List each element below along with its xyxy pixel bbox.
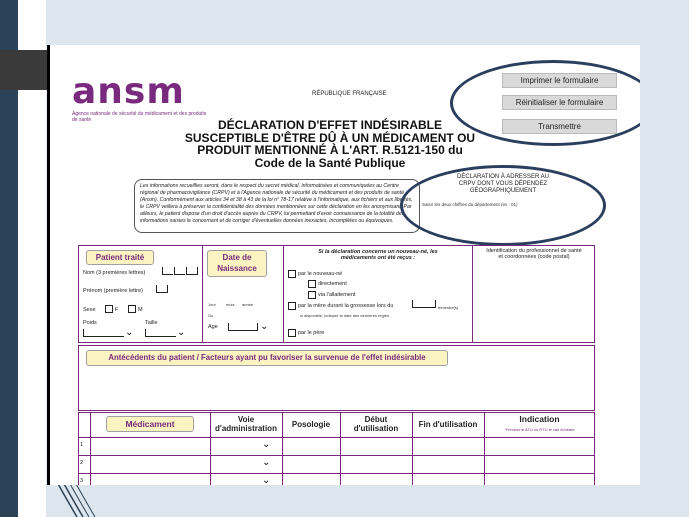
column-divider	[202, 245, 203, 343]
nom-input-3[interactable]	[186, 267, 198, 275]
prenom-label: Prénom (première lettre)	[83, 288, 143, 294]
allaitement-checkbox[interactable]	[308, 291, 316, 299]
sexe-m-label: M	[138, 307, 143, 313]
print-form-button[interactable]: Imprimer le formulaire	[502, 73, 617, 88]
professionnel-heading-line: et coordonnées (code postal)	[498, 254, 570, 260]
chevron-down-icon[interactable]: ⌄	[260, 321, 269, 332]
indication-header: Indication	[519, 414, 560, 424]
posologie-header: Posologie	[291, 420, 331, 429]
slide-accent-tab	[0, 50, 50, 90]
mois-label: mois	[226, 302, 235, 307]
par-nouveau-ne-label: par le nouveau-né	[298, 271, 343, 277]
nom-input-2[interactable]	[174, 267, 185, 275]
voie-header-line: d'administration	[215, 424, 277, 433]
logo-wordmark: ansm	[72, 71, 185, 112]
nouveau-ne-heading-line: Si la déclaration concerne un nouveau-né, les	[318, 249, 438, 255]
age-input[interactable]	[228, 323, 258, 331]
reset-form-button[interactable]: Réinitialiser le formulaire	[502, 95, 617, 110]
title-line: Code de la Santé Publique	[254, 155, 406, 170]
privacy-notice: Les informations recueillies seront, dans le respect du secret médical, informatisées et communiquées au Centre régional de pharmacovigilance (CRPV) et à l'Agence nationale de sécurité du médicament et des produits de santé (Ansm). Conformément aux articles 34 et 38 à 43 de la loi n° 78-17 relative à l'informatique, aux fichiers et aux libertés, le CRPV veillera à préserver la confidentialité des données mentionnées sur cette déclaration en les anonymisant. Par ailleurs, le patient dispose d'un droit d'accès auprès du CRPV, lui permettant d'avoir connaissance de la totalité des informations saisies le concernant et de corriger d'éventuelles données inexactes, incomplètes ou équivoques.	[134, 179, 420, 233]
par-pere-label: par le père	[298, 330, 325, 336]
nom-label: Nom (3 premières lettres)	[83, 270, 146, 276]
crpv-line: CRPV DONT VOUS DÉPENDEZ	[458, 181, 548, 187]
indication-note: Préciser si ATU ou RTU le cas échéant	[505, 427, 575, 432]
decorative-lines-icon	[55, 482, 115, 517]
ou-label: Ou	[208, 313, 214, 318]
debut-header-line: d'utilisation	[353, 424, 399, 433]
naissance-section-title	[207, 250, 267, 277]
column-divider	[90, 412, 91, 485]
debut-header	[340, 415, 412, 433]
regles-hint: si disponible, indiquer la date des dernières règles	[300, 313, 389, 318]
par-pere-checkbox[interactable]	[288, 329, 296, 337]
column-divider	[472, 245, 473, 343]
taille-label: Taille	[145, 320, 158, 326]
naissance-title-line: Date de	[222, 253, 252, 262]
highlight-ellipse-crpv	[400, 165, 606, 246]
row-number: 2	[80, 460, 84, 466]
trimestre-label: trimestre(s)	[438, 305, 459, 310]
row-number: 1	[80, 442, 84, 448]
grossesse-label: par la mère durant la grossesse lors du	[298, 303, 394, 309]
medicament-header: Médicament	[106, 416, 194, 432]
directement-checkbox[interactable]	[308, 280, 316, 288]
debut-header-line: Début	[364, 415, 388, 424]
chevron-down-icon[interactable]: ⌄	[262, 439, 271, 450]
nouveau-ne-heading	[286, 249, 470, 261]
chevron-down-icon[interactable]: ⌄	[125, 327, 134, 338]
grossesse-checkbox[interactable]	[288, 302, 296, 310]
row-divider	[78, 455, 595, 456]
crpv-hint: Saisir les deux chiffres du département (ex : 01)	[422, 202, 518, 207]
nouveau-ne-heading-line: médicaments ont été reçus :	[340, 255, 416, 261]
voie-header-line: Voie	[237, 415, 255, 424]
prenom-input[interactable]	[156, 285, 168, 293]
chevron-down-icon[interactable]: ⌄	[177, 327, 186, 338]
republique-label: RÉPUBLIQUE FRANÇAISE	[312, 91, 387, 97]
par-nouveau-ne-checkbox[interactable]	[288, 270, 296, 278]
nom-input-1[interactable]	[162, 267, 173, 275]
declaration-form-document	[50, 45, 640, 485]
age-label: Age	[208, 324, 218, 330]
sexe-m-checkbox[interactable]	[128, 305, 136, 313]
row-divider	[78, 473, 595, 474]
poids-label: Poids	[83, 320, 97, 326]
row-divider	[78, 437, 595, 438]
title-line: DÉCLARATION D'EFFET INDÉSIRABLE	[218, 118, 442, 132]
antecedents-title: Antécédents du patient / Facteurs ayant pu favoriser la survenue de l'effet indésirable	[86, 350, 448, 366]
sexe-f-label: F	[115, 307, 119, 313]
form-title	[180, 119, 480, 169]
crpv-line: DÉCLARATION À ADRESSER AU	[457, 174, 549, 180]
annee-label: année	[242, 302, 254, 307]
taille-select[interactable]	[145, 329, 176, 337]
allaitement-label: via l'allaitement	[318, 292, 356, 298]
voie-header	[210, 415, 282, 433]
chevron-down-icon[interactable]: ⌄	[262, 457, 271, 468]
column-divider	[283, 245, 284, 343]
directement-label: directement	[318, 281, 347, 287]
sexe-f-checkbox[interactable]	[105, 305, 113, 313]
jour-label: Jour	[208, 302, 216, 307]
submit-button[interactable]: Transmettre	[502, 119, 617, 134]
poids-select[interactable]	[83, 329, 124, 337]
professionnel-heading	[474, 248, 594, 260]
title-line: PRODUIT MENTIONNÉ À L'ART. R.5121-150 du	[197, 143, 463, 157]
row-number: 3	[80, 478, 84, 484]
naissance-title-line: Naissance	[217, 264, 257, 273]
title-line: SUSCEPTIBLE D'ÊTRE DÛ À UN MÉDICAMENT OU	[184, 130, 476, 145]
fin-header: Fin d'utilisation	[418, 420, 478, 429]
crpv-line: GÉOGRAPHIQUEMENT	[469, 188, 537, 194]
patient-section-title: Patient traité	[86, 250, 154, 265]
chevron-down-icon[interactable]: ⌄	[262, 475, 271, 485]
sexe-label: Sexe	[83, 307, 96, 313]
ansm-logo	[72, 71, 212, 123]
logo-subtitle: Agence nationale de sécurité du médicament et des produits de santé	[72, 111, 207, 123]
professionnel-heading-line: Identification du professionnel de santé	[486, 248, 582, 254]
trimestre-input[interactable]	[412, 300, 436, 308]
